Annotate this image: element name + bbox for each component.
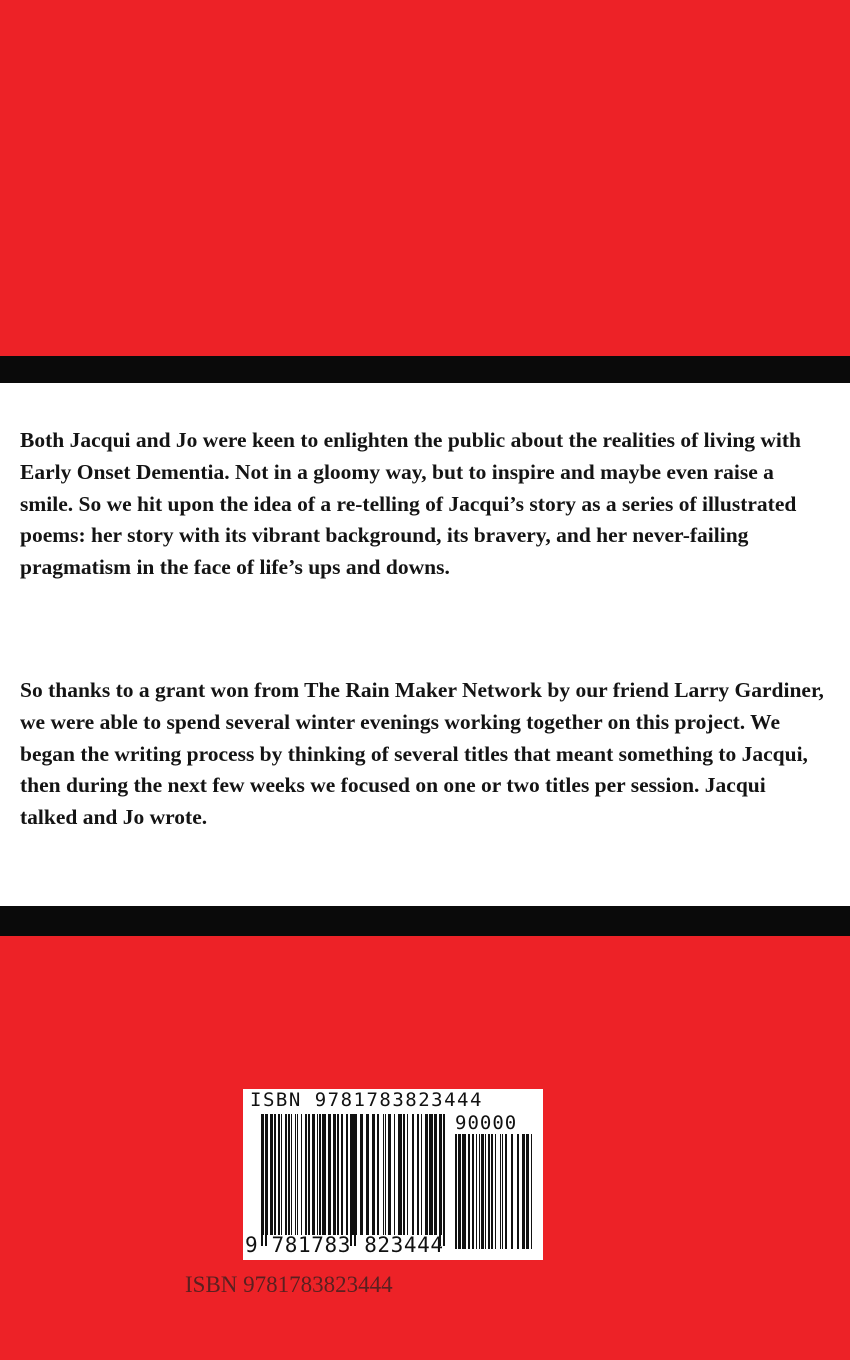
- barcode-bar: [425, 1114, 428, 1235]
- barcode-bar: [356, 1114, 357, 1235]
- barcode-bar: [385, 1114, 386, 1235]
- barcode-bar: [481, 1134, 484, 1249]
- barcode-bar: [485, 1134, 486, 1249]
- barcode-bar: [526, 1134, 529, 1249]
- barcode-bar: [388, 1114, 391, 1235]
- barcode-bar: [531, 1134, 532, 1249]
- barcode-bar: [285, 1114, 287, 1235]
- barcode-bar: [522, 1134, 525, 1249]
- barcode-bar: [417, 1114, 419, 1235]
- barcode-bar: [455, 1134, 457, 1249]
- barcode: [243, 1089, 543, 1260]
- barcode-bar: [462, 1134, 466, 1249]
- barcode-bar: [337, 1114, 339, 1235]
- barcode-bar: [407, 1114, 408, 1235]
- barcode-bar: [377, 1114, 379, 1235]
- barcode-guard-bar: [261, 1114, 263, 1246]
- barcode-bar: [333, 1114, 336, 1235]
- barcode-bar: [488, 1134, 490, 1249]
- barcode-bar: [429, 1114, 433, 1235]
- barcode-bar: [468, 1134, 470, 1249]
- top-black-stripe: [0, 356, 850, 383]
- barcode-bar: [328, 1114, 331, 1235]
- barcode-bar: [495, 1134, 496, 1249]
- barcode-bar: [366, 1114, 369, 1235]
- barcode-bar: [421, 1114, 422, 1235]
- barcode-bar: [297, 1114, 298, 1235]
- barcode-bar: [511, 1134, 513, 1249]
- barcode-bar: [341, 1114, 343, 1235]
- barcode-guard-bar: [354, 1114, 356, 1246]
- barcode-bar: [322, 1114, 326, 1235]
- barcode-bar: [308, 1114, 310, 1235]
- barcode-bar: [301, 1114, 302, 1235]
- barcode-isbn-label: ISBN 9781783823444: [250, 1089, 483, 1111]
- barcode-bar: [312, 1114, 315, 1235]
- blurb-panel: [0, 383, 850, 906]
- barcode-bar: [317, 1114, 318, 1235]
- barcode-bar: [291, 1114, 292, 1235]
- barcode-ean-digits: 9 781783 823444: [245, 1233, 444, 1257]
- barcode-bar: [305, 1114, 307, 1235]
- barcode-guard-bar: [439, 1114, 441, 1246]
- barcode-bar: [288, 1114, 290, 1235]
- barcode-bar: [278, 1114, 280, 1235]
- barcode-addon-number: 90000: [455, 1112, 518, 1134]
- barcode-guard-bar: [350, 1114, 352, 1246]
- barcode-bar: [295, 1114, 296, 1235]
- barcode-bar: [505, 1134, 507, 1249]
- blurb-paragraph-2: So thanks to a grant won from The Rain Maker Network by our friend Larry Gardiner, we were able to spend several winter evenings working together on this project. We began the writing process by thinking of several titles that meant something to Jacqui, then during the next few weeks we focused on one or two titles per session. Jacqui talked and Jo wrote.: [20, 678, 824, 830]
- barcode-bar: [500, 1134, 501, 1249]
- barcode-bar: [267, 1114, 268, 1235]
- blurb-paragraph-1: Both Jacqui and Jo were keen to enlighten the public about the realities of living with Early Onset Dementia. Not in a gloomy way, but to inspire and maybe even raise a smile. So we hit upon the idea of a re-telling of Jacqui’s story as a series of illustrated poems: her story with its vibrant background, its bravery, and her never-failing pragmatism in the face of life’s ups and downs.: [20, 428, 802, 580]
- barcode-bar: [412, 1114, 414, 1235]
- barcode-bar: [346, 1114, 348, 1235]
- bottom-black-stripe: [0, 906, 850, 936]
- barcode-bar: [479, 1134, 480, 1249]
- barcode-bar: [360, 1114, 363, 1235]
- barcode-bar: [281, 1114, 282, 1235]
- barcode-guard-bar: [443, 1114, 445, 1246]
- barcode-bar: [274, 1114, 276, 1235]
- barcode-bar: [476, 1134, 477, 1249]
- barcode-bar: [394, 1114, 395, 1235]
- barcode-bar: [270, 1114, 273, 1235]
- barcode-bar: [502, 1134, 503, 1249]
- barcode-bar: [398, 1114, 402, 1235]
- top-red-band: [0, 0, 850, 356]
- barcode-guard-bar: [265, 1114, 267, 1246]
- barcode-bar: [383, 1114, 384, 1235]
- barcode-bar: [372, 1114, 375, 1235]
- barcode-bar: [319, 1114, 321, 1235]
- barcode-bar: [434, 1114, 437, 1235]
- barcode-bar: [517, 1134, 519, 1249]
- barcode-bar: [458, 1134, 461, 1249]
- barcode-bar: [472, 1134, 474, 1249]
- barcode-bar: [403, 1114, 405, 1235]
- isbn-text: ISBN 9781783823444: [185, 1272, 393, 1297]
- barcode-bar: [491, 1134, 493, 1249]
